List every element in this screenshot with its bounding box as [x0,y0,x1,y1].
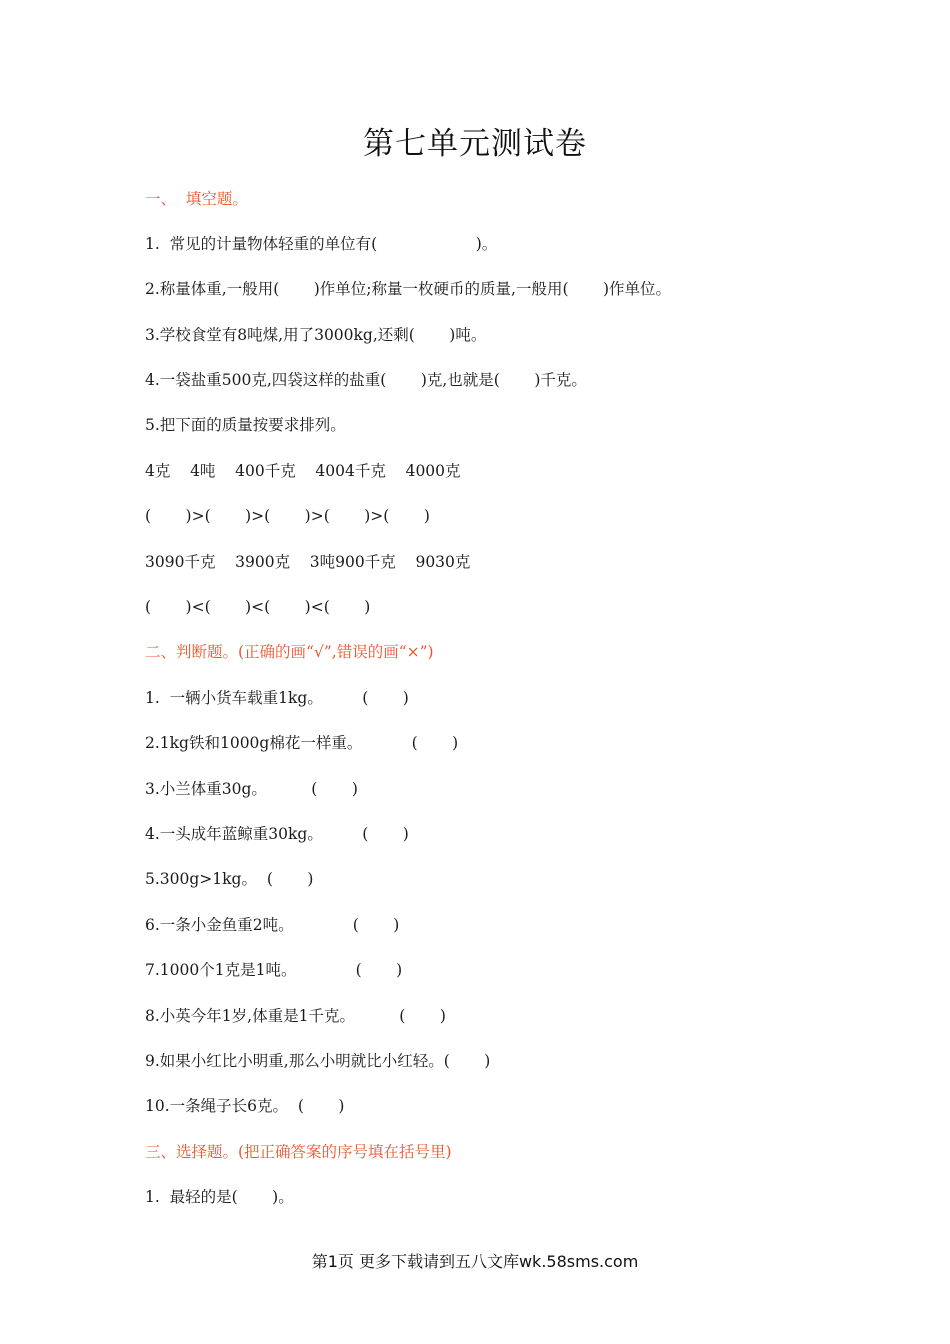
question-line: 4克 4吨 400千克 4004千克 4000克 [145,462,461,480]
section-heading-judge: 二、判断题。(正确的画“√”,错误的画“×”) [145,643,434,661]
question-line: 4.一头成年蓝鲸重30kg。 ( ) [145,825,409,843]
section-heading-choice: 三、选择题。(把正确答案的序号填在括号里) [145,1143,452,1161]
question-line: 2.称量体重,一般用( )作单位;称量一枚硬币的质量,一般用( )作单位。 [145,280,672,298]
question-line: 1. 一辆小货车载重1kg。 ( ) [145,689,409,707]
question-line: ( )>( )>( )>( )>( ) [145,507,430,525]
question-line: 3.小兰体重30g。 ( ) [145,780,358,798]
question-line: 9.如果小红比小明重,那么小明就比小红轻。( ) [145,1052,491,1070]
question-line: 10.一条绳子长6克。 ( ) [145,1097,345,1115]
question-line: 5.把下面的质量按要求排列。 [145,416,346,434]
question-line: 1. 最轻的是( )。 [145,1188,294,1206]
section-heading-fill: 一、 填空题。 [145,190,248,208]
question-line: 2.1kg铁和1000g棉花一样重。 ( ) [145,734,459,752]
page-footer: 第1页 更多下载请到五八文库wk.58sms.com [311,1252,639,1271]
question-line: 8.小英今年1岁,体重是1千克。 ( ) [145,1007,446,1025]
question-line: 3.学校食堂有8吨煤,用了3000kg,还剩( )吨。 [145,326,487,344]
page-title: 第七单元测试卷 [363,126,587,162]
question-line: 6.一条小金鱼重2吨。 ( ) [145,916,400,934]
question-line: 3090千克 3900克 3吨900千克 9030克 [145,553,471,571]
question-line: 5.300g>1kg。 ( ) [145,870,314,888]
question-line: 7.1000个1克是1吨。 ( ) [145,961,403,979]
question-line: 4.一袋盐重500克,四袋这样的盐重( )克,也就是( )千克。 [145,371,587,389]
question-line: 1. 常见的计量物体轻重的单位有( )。 [145,235,498,253]
question-line: ( )<( )<( )<( ) [145,598,371,616]
